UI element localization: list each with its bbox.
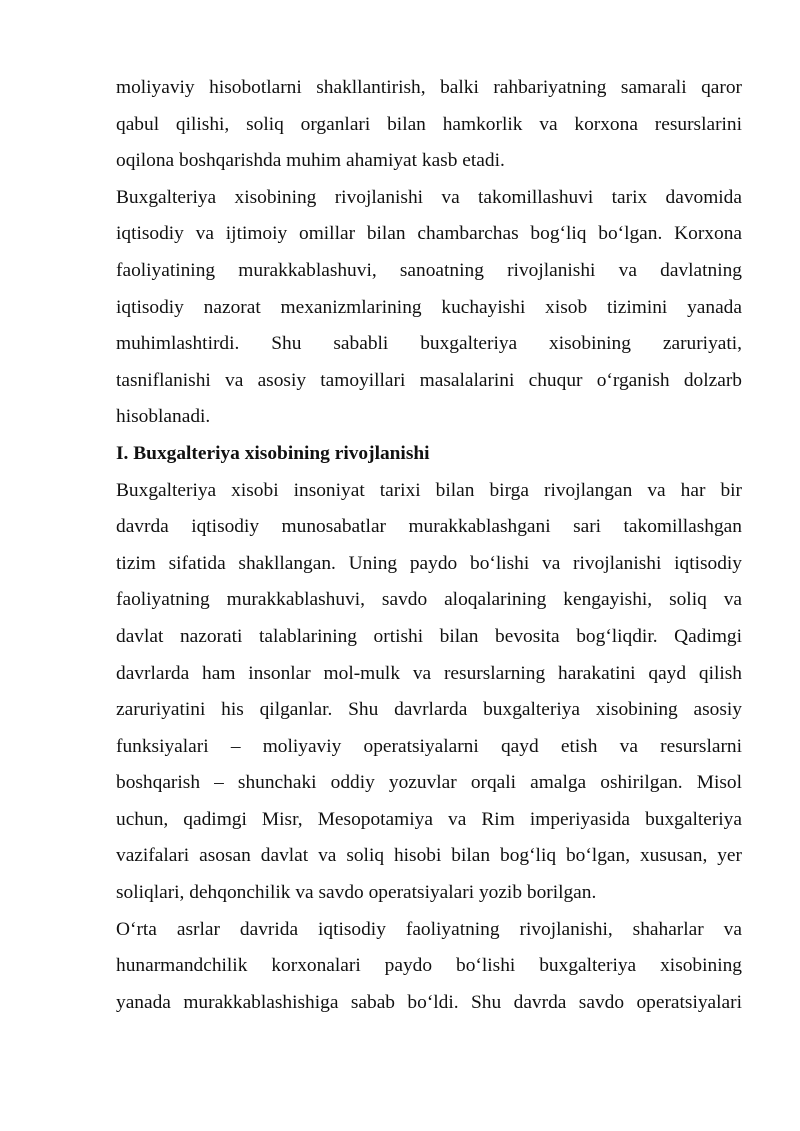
text-line: oqilona boshqarishda muhim ahamiyat kasb etadi.: [116, 150, 505, 172]
text-line: faoliyatining murakkablashuvi, sanoatning rivojlanishi va davlatning: [116, 259, 742, 281]
text-line: davrlarda ham insonlar mol-mulk va resurslarning harakatini qayd qilish: [116, 662, 742, 684]
text-line: hunarmandchilik korxonalari paydo bo‘lishi buxgalteriya xisobining: [116, 955, 742, 977]
text-line: tizim sifatida shakllangan. Uning paydo bo‘lishi va rivojlanishi iqtisodiy: [116, 552, 742, 574]
text-line: uchun, qadimgi Misr, Mesopotamiya va Rim imperiyasida buxgalteriya: [116, 808, 742, 830]
text-line: qabul qilishi, soliq organlari bilan hamkorlik va korxona resurslarini: [116, 113, 742, 135]
text-line: Buxgalteriya xisobi insoniyat tarixi bilan birga rivojlangan va har bir: [116, 479, 742, 501]
text-line: O‘rta asrlar davrida iqtisodiy faoliyatning rivojlanishi, shaharlar va: [116, 918, 742, 940]
text-line: soliqlari, dehqonchilik va savdo operatsiyalari yozib borilgan.: [116, 882, 597, 904]
text-line: muhimlashtirdi. Shu sababli buxgalteriya xisobining zaruriyati,: [116, 333, 742, 355]
paragraph: [116, 912, 742, 1022]
text-line: davrda iqtisodiy munosabatlar murakkablashgani sari takomillashgan: [116, 516, 742, 538]
paragraph: [116, 473, 742, 912]
text-line: Buxgalteriya xisobining rivojlanishi va takomillashuvi tarix davomida: [116, 186, 742, 208]
text-line: funksiyalari – moliyaviy operatsiyalarni qayd etish va resurslarni: [116, 735, 742, 757]
text-line: davlat nazorati talablarining ortishi bilan bevosita bog‘liqdir. Qadimgi: [116, 625, 742, 647]
text-line: tasniflanishi va asosiy tamoyillari masalalarini chuqur o‘rganish dolzarb: [116, 369, 742, 391]
document-body: [116, 70, 742, 1021]
text-line: boshqarish – shunchaki oddiy yozuvlar orqali amalga oshirilgan. Misol: [116, 772, 742, 794]
text-line: hisoblanadi.: [116, 406, 211, 428]
paragraph: [116, 180, 742, 436]
text-line: faoliyatning murakkablashuvi, savdo aloqalarining kengayishi, soliq va: [116, 589, 742, 611]
section-heading: I. Buxgalteriya xisobining rivojlanishi: [116, 442, 430, 464]
text-line: yanada murakkablashishiga sabab bo‘ldi. Shu davrda savdo operatsiyalari: [116, 991, 742, 1013]
text-line: vazifalari asosan davlat va soliq hisobi bilan bog‘liq bo‘lgan, xususan, yer: [116, 845, 742, 867]
paragraph: [116, 70, 742, 180]
text-line: zaruriyatini his qilganlar. Shu davrlarda buxgalteriya xisobining asosiy: [116, 699, 742, 721]
text-line: iqtisodiy nazorat mexanizmlarining kuchayishi xisob tizimini yanada: [116, 296, 742, 318]
text-line: iqtisodiy va ijtimoiy omillar bilan chambarchas bog‘liq bo‘lgan. Korxona: [116, 223, 742, 245]
text-line: moliyaviy hisobotlarni shakllantirish, balki rahbariyatning samarali qaror: [116, 77, 742, 98]
